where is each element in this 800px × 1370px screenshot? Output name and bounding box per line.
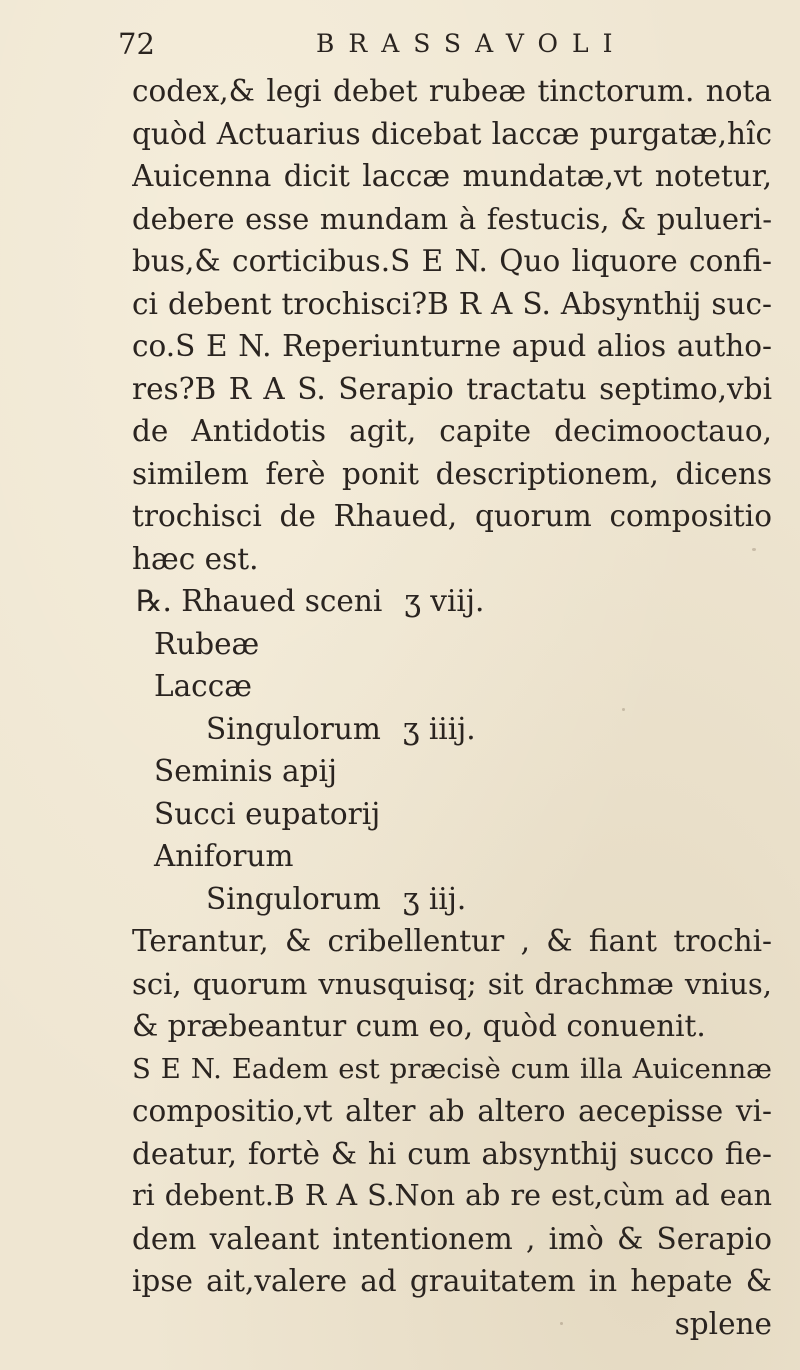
text-line: res?B R A S. Serapio tractatu septimo,vbi	[132, 371, 772, 406]
text-line: debere esse mundam à festucis, & pulueri-	[132, 201, 772, 236]
text-line: & præbeantur cum eo, quòd conuenit.	[132, 1009, 706, 1043]
catchword: splene	[674, 1306, 772, 1341]
paper-speckle	[560, 1322, 563, 1325]
text-line: compositio,vt alter ab altero aecepisse vi-	[132, 1094, 772, 1128]
text-line: sci, quorum vnusquisq; sit drachmæ vnius,	[132, 966, 772, 1001]
text-line: dem valeant intentionem , imò & Serapio	[132, 1221, 772, 1256]
text-line: quòd Actuarius dicebat laccæ purgatæ,hîc	[132, 116, 772, 151]
text-line: trochisci de Rhaued, quorum compositio	[132, 499, 772, 533]
recipe-line	[132, 623, 772, 666]
body-text	[132, 70, 772, 1345]
text-line: co.S E N. Reperiunturne apud alios autho-	[132, 329, 772, 363]
recipe-quantity: ʒ iiij.	[402, 711, 476, 746]
running-head: BRASSAVOLI	[316, 29, 627, 58]
text-line: Auicenna dicit laccæ mundatæ,vt notetur,	[132, 159, 772, 193]
recipe-line	[132, 665, 772, 708]
paragraph-2	[132, 920, 772, 1303]
recipe-line	[132, 750, 772, 793]
recipe-list	[132, 580, 772, 920]
text-line: ipse ait,valere ad grauitatem in hepate &	[132, 1264, 772, 1298]
page-number: 72	[118, 27, 155, 61]
text-line: similem ferè ponit descriptionem, dicens	[132, 456, 772, 491]
text-line: S E N. Eadem est præcisè cum illa Auicennæ	[132, 1052, 772, 1085]
recipe-line	[132, 793, 772, 836]
text-line: ri debent.B R A S.Non ab re est,cùm ad ean	[132, 1179, 772, 1212]
recipe-line	[132, 708, 772, 751]
page-header	[0, 22, 800, 66]
recipe-line	[132, 878, 772, 921]
text-line: bus,& corticibus.S E N. Quo liquore confi-	[132, 244, 772, 278]
recipe-item: Rubeæ	[154, 626, 260, 661]
text-line: deatur, fortè & hi cum absynthij succo fie-	[132, 1136, 772, 1171]
paragraph-1	[132, 70, 772, 580]
recipe-item: Singulorum	[206, 881, 381, 916]
recipe-quantity: ʒ iij.	[402, 881, 467, 916]
paper-speckle	[752, 548, 756, 551]
recipe-item: Seminis apij	[154, 754, 338, 788]
text-line: hæc est.	[132, 541, 259, 576]
recipe-line	[132, 580, 772, 623]
paper-speckle	[622, 708, 625, 711]
recipe-item: ℞. Rhaued sceni	[136, 584, 383, 618]
recipe-item: Aniforum	[154, 839, 294, 873]
recipe-item: Singulorum	[206, 711, 381, 746]
text-line: de Antidotis agit, capite decimooctauo,	[132, 414, 772, 448]
recipe-item: Succi eupatorij	[154, 796, 381, 831]
text-line: codex,& legi debet rubeæ tinctorum. nota	[132, 74, 772, 108]
recipe-item: Laccæ	[154, 669, 252, 703]
recipe-quantity: ʒ viij.	[404, 584, 485, 618]
text-line: ci debent trochisci?B R A S. Absynthij suc-	[132, 286, 772, 321]
text-line: Terantur, & cribellentur , & fiant trochi-	[132, 924, 772, 958]
recipe-line	[132, 835, 772, 878]
